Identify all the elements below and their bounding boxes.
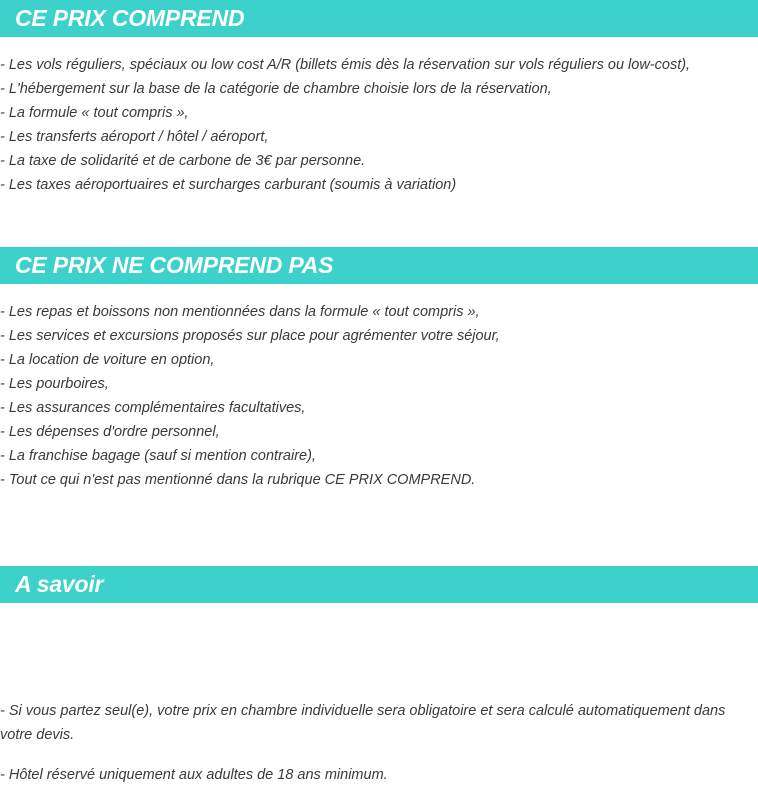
list-item: - La formule « tout compris », — [0, 105, 189, 121]
list-item: - La taxe de solidarité et de carbone de 3€ par personne. — [0, 153, 366, 169]
list-item: - Les transferts aéroport / hôtel / aéroport, — [0, 129, 269, 145]
info-paragraph-single-room: - Si vous partez seul(e), votre prix en chambre individuelle sera obligatoire et sera calculé automatiquement dans votre devis. — [0, 703, 726, 743]
section-title-info: A savoir — [15, 571, 104, 597]
list-item: - Les taxes aéroportuaires et surcharges carburant (soumis à variation) — [0, 177, 457, 193]
list-item: - La location de voiture en option, — [0, 352, 215, 368]
list-item: - Tout ce qui n'est pas mentionné dans la rubrique CE PRIX COMPREND. — [0, 472, 476, 488]
section-header-excludes — [0, 247, 758, 284]
list-item: - L'hébergement sur la base de la catégorie de chambre choisie lors de la réservation, — [0, 81, 552, 97]
list-item: - Les dépenses d'ordre personnel, — [0, 424, 220, 440]
list-item: - Les services et excursions proposés sur place pour agrémenter votre séjour, — [0, 328, 500, 344]
list-item: - Les pourboires, — [0, 376, 109, 392]
list-item: - Les repas et boissons non mentionnées dans la formule « tout compris », — [0, 304, 480, 320]
section-header-includes — [0, 0, 758, 37]
list-item: - La franchise bagage (sauf si mention contraire), — [0, 448, 316, 464]
includes-list — [0, 53, 758, 197]
section-title-includes: CE PRIX COMPREND — [15, 5, 245, 31]
excludes-list — [0, 300, 758, 492]
list-item: - Les vols réguliers, spéciaux ou low cost A/R (billets émis dès la réservation sur vols réguliers ou low-cost), — [0, 57, 691, 73]
section-title-excludes: CE PRIX NE COMPREND PAS — [15, 252, 334, 278]
list-item: - Les assurances complémentaires facultatives, — [0, 400, 306, 416]
section-header-info — [0, 566, 758, 603]
info-paragraph-adults-only: - Hôtel réservé uniquement aux adultes de 18 ans minimum. — [0, 767, 388, 783]
